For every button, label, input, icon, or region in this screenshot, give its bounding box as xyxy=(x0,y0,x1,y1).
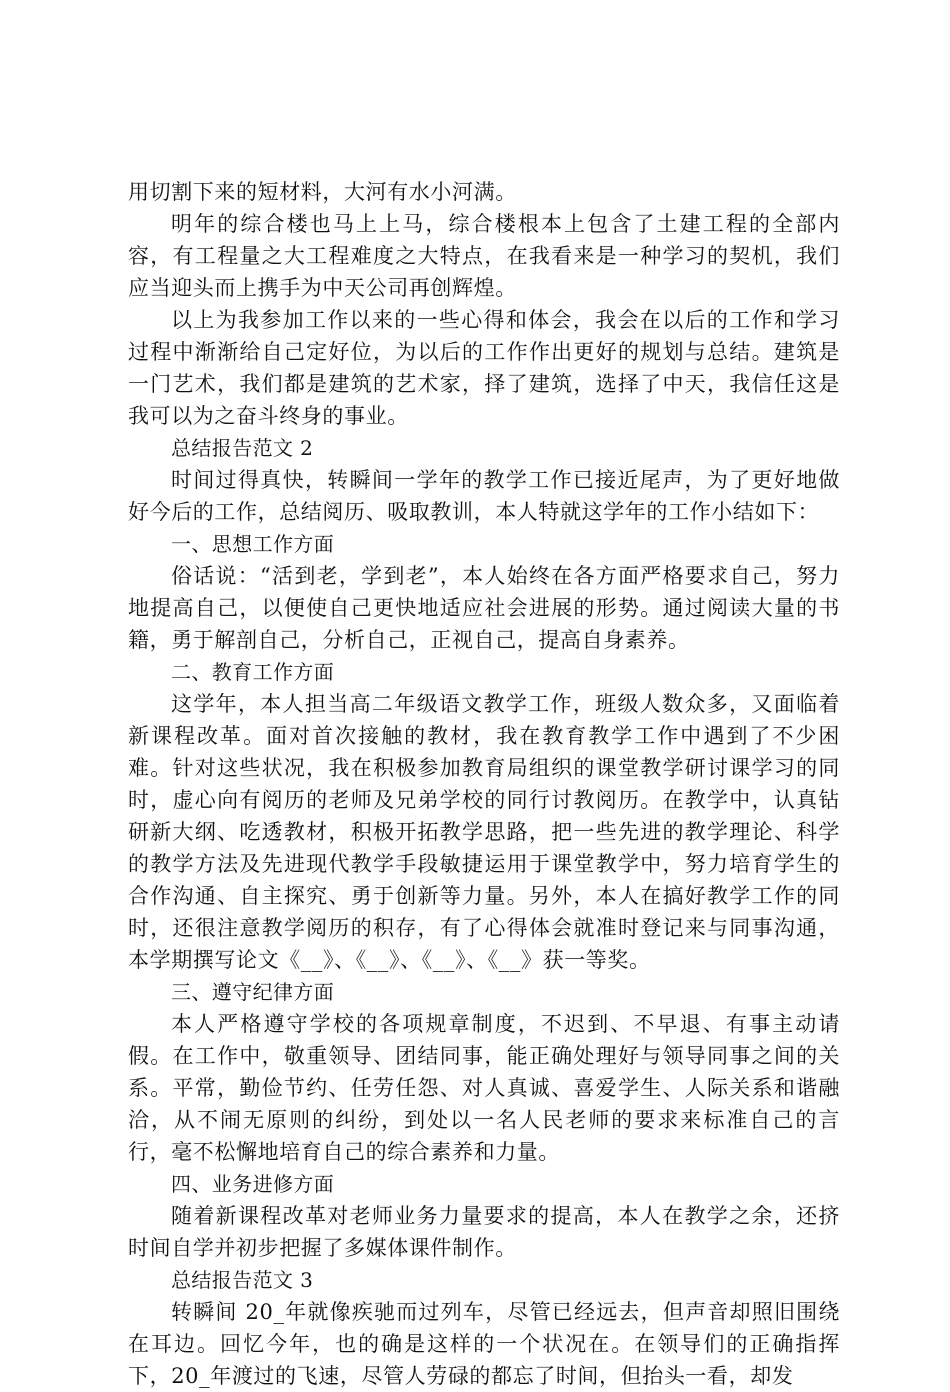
paragraph: 以上为我参加工作以来的一些心得和体会，我会在以后的工作和学习过程中渐渐给自己定好位，为以后的工作作出更好的规划与总结。建筑是一门艺术，我们都是建筑的艺术家，择了建筑，选择了中天，我信任这是我可以为之奋斗终身的事业。 xyxy=(128,308,840,428)
document-body xyxy=(128,176,840,1392)
section-heading: 二、教育工作方面 xyxy=(171,660,335,684)
section-heading: 一、思想工作方面 xyxy=(171,532,335,556)
paragraph: 用切割下来的短材料，大河有水小河满。 xyxy=(128,180,517,204)
paragraph: 随着新课程改革对老师业务力量要求的提高，本人在教学之余，还挤时间自学并初步把握了多媒体课件制作。 xyxy=(128,1204,840,1260)
paragraph: 这学年，本人担当高二年级语文教学工作，班级人数众多，又面临着新课程改革。面对首次接触的教材，我在教育教学工作中遇到了不少困难。针对这些状况，我在积极参加教育局组织的课堂教学研讨课学习的同时，虚心向有阅历的老师及兄弟学校的同行讨教阅历。在教学中，认真钻研新大纲、吃透教材，积极开拓教学思路，把一些先进的教学理论、科学的教学方法及先进现代教学手段敏捷运用于课堂教学中，努力培育学生的合作沟通、自主探究、勇于创新等力量。另外，本人在搞好教学工作的同时，还很注意教学阅历的积存，有了心得体会就准时登记来与同事沟通，本学期撰写论文《__》、《__》、《__》、《__》获一等奖。 xyxy=(128,692,840,972)
paragraph: 转瞬间 20_年就像疾驰而过列车，尽管已经远去，但声音却照旧围绕在耳边。回忆今年，也的确是这样的一个状况在。在领导们的正确指挥下，20_年渡过的飞速，尽管人劳碌的都忘了时间，但抬头一看，却发 xyxy=(128,1300,840,1388)
section-heading: 总结报告范文 2 xyxy=(171,436,314,460)
section-heading: 总结报告范文 3 xyxy=(171,1268,314,1292)
paragraph: 本人严格遵守学校的各项规章制度，不迟到、不早退、有事主动请假。在工作中，敬重领导、团结同事，能正确处理好与领导同事之间的关系。平常，勤俭节约、任劳任怨、对人真诚、喜爱学生、人际关系和谐融洽，从不闹无原则的纠纷，到处以一名人民老师的要求来标准自己的言行，毫不松懈地培育自己的综合素养和力量。 xyxy=(128,1012,840,1164)
paragraph: 俗话说：“活到老，学到老”，本人始终在各方面严格要求自己，努力地提高自己，以便使自己更快地适应社会进展的形势。通过阅读大量的书籍，勇于解剖自己，分析自己，正视自己，提高自身素养。 xyxy=(128,564,840,652)
section-heading: 三、遵守纪律方面 xyxy=(171,980,335,1004)
paragraph: 明年的综合楼也马上上马，综合楼根本上包含了土建工程的全部内容，有工程量之大工程难度之大特点，在我看来是一种学习的契机，我们应当迎头而上携手为中天公司再创辉煌。 xyxy=(128,212,840,300)
section-heading: 四、业务进修方面 xyxy=(171,1172,335,1196)
paragraph: 时间过得真快，转瞬间一学年的教学工作已接近尾声，为了更好地做好今后的工作，总结阅历、吸取教训，本人特就这学年的工作小结如下： xyxy=(128,468,840,524)
